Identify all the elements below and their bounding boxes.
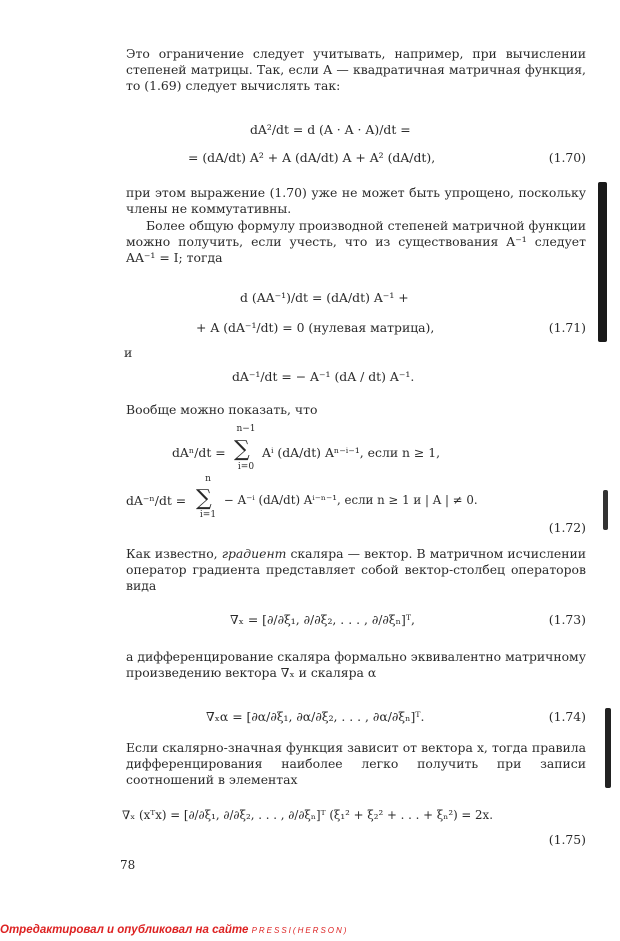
publisher-footer — [0, 924, 348, 936]
sum-upper-limit-a: n−1 — [236, 424, 256, 434]
equation-1-72a-right: Aⁱ (dA/dt) Aⁿ⁻ⁱ⁻¹, если n ≥ 1, — [262, 445, 441, 460]
equation-1-72a-left: dAⁿ/dt = — [172, 445, 226, 460]
scan-margin-mark-lower — [605, 708, 611, 788]
sum-lower-limit-b: i=1 — [199, 510, 217, 520]
equation-1-72b-right: − A⁻ⁱ (dA/dt) Aⁱ⁻ⁿ⁻¹, если n ≥ 1 и | A | ≠ 0. — [224, 493, 478, 507]
equation-number-1-75: (1.75) — [548, 832, 586, 847]
paragraph-5-start: Как известно, — [126, 546, 222, 561]
equation-number-1-71: (1.71) — [548, 320, 586, 335]
equation-1-72b-left: dA⁻ⁿ/dt = — [126, 493, 187, 508]
paragraph-2: при этом выражение (1.70) уже не может быть упрощено, поскольку члены не коммутативны. — [126, 185, 586, 217]
page-number: 78 — [120, 858, 136, 872]
equation-1-70-line2: = (dA/dt) A² + A (dA/dt) A + A² (dA/dt), — [188, 150, 436, 165]
paragraph-5-end: скаляра — вектор. В матричном исчислении оператор градиента представляет собой вектор-столбец операторов вида — [126, 546, 586, 594]
equation-1-75: ∇ₓ (xᵀx) = [∂/∂ξ₁, ∂/∂ξ₂, . . . , ∂/∂ξₙ]ᵀ (ξ₁² + ξ₂² + . . . + ξₙ²) = 2x. — [122, 808, 493, 822]
equation-1-74: ∇ₓα = [∂α/∂ξ₁, ∂α/∂ξ₂, . . . , ∂α/∂ξₙ]ᵀ. — [206, 709, 425, 724]
sum-sign-b: ∑ — [196, 486, 212, 511]
intro-paragraph: Это ограничение следует учитывать, например, при вычислении степеней матрицы. Так, если A — квадратичная матричная функция, то (1.69) следует вычислять так: — [126, 46, 586, 94]
paragraph-4: Вообще можно показать, что — [126, 402, 318, 417]
equation-1-71-line2: + A (dA⁻¹/dt) = 0 (нулевая матрица), — [196, 320, 435, 335]
equation-number-1-74: (1.74) — [548, 709, 586, 724]
scan-binding-shadow — [598, 182, 607, 342]
scan-margin-mark — [603, 490, 608, 530]
sum-sign-a: ∑ — [234, 437, 250, 462]
equation-number-1-70: (1.70) — [548, 150, 586, 165]
equation-number-1-72: (1.72) — [548, 520, 586, 535]
paragraph-5 — [126, 546, 586, 595]
footer-site-link[interactable]: PRESSI(HERSON) — [251, 926, 349, 935]
conjunction-and: и — [124, 345, 133, 360]
equation-number-1-73: (1.73) — [548, 612, 586, 627]
equation-1-71-line1: d (AA⁻¹)/dt = (dA/dt) A⁻¹ + — [240, 290, 409, 305]
equation-1-73: ∇ₓ = [∂/∂ξ₁, ∂/∂ξ₂, . . . , ∂/∂ξₙ]ᵀ, — [230, 612, 415, 627]
paragraph-6: а дифференцирование скаляра формально эквивалентно матричному произведению вектора ∇ₓ и скаляра α — [126, 649, 586, 681]
equation-1-71b: dA⁻¹/dt = − A⁻¹ (dA / dt) A⁻¹. — [232, 369, 415, 384]
paragraph-3: Более общую формулу производной степеней матричной функции можно получить, если учесть, что из существования A⁻¹ следует AA⁻¹ = I; тогда — [126, 218, 586, 266]
equation-1-70-line1: dA²/dt = d (A · A · A)/dt = — [250, 122, 411, 137]
footer-text: Отредактировал и опубликовал на сайте — [0, 924, 249, 936]
paragraph-7: Если скалярно-значная функция зависит от вектора x, тогда правила дифференцирования наиболее легко получить при записи соотношений в элементах — [126, 740, 586, 788]
term-gradient: градиент — [221, 546, 287, 561]
sum-lower-limit-a: i=0 — [237, 462, 255, 472]
sum-upper-limit-b: n — [205, 474, 211, 484]
